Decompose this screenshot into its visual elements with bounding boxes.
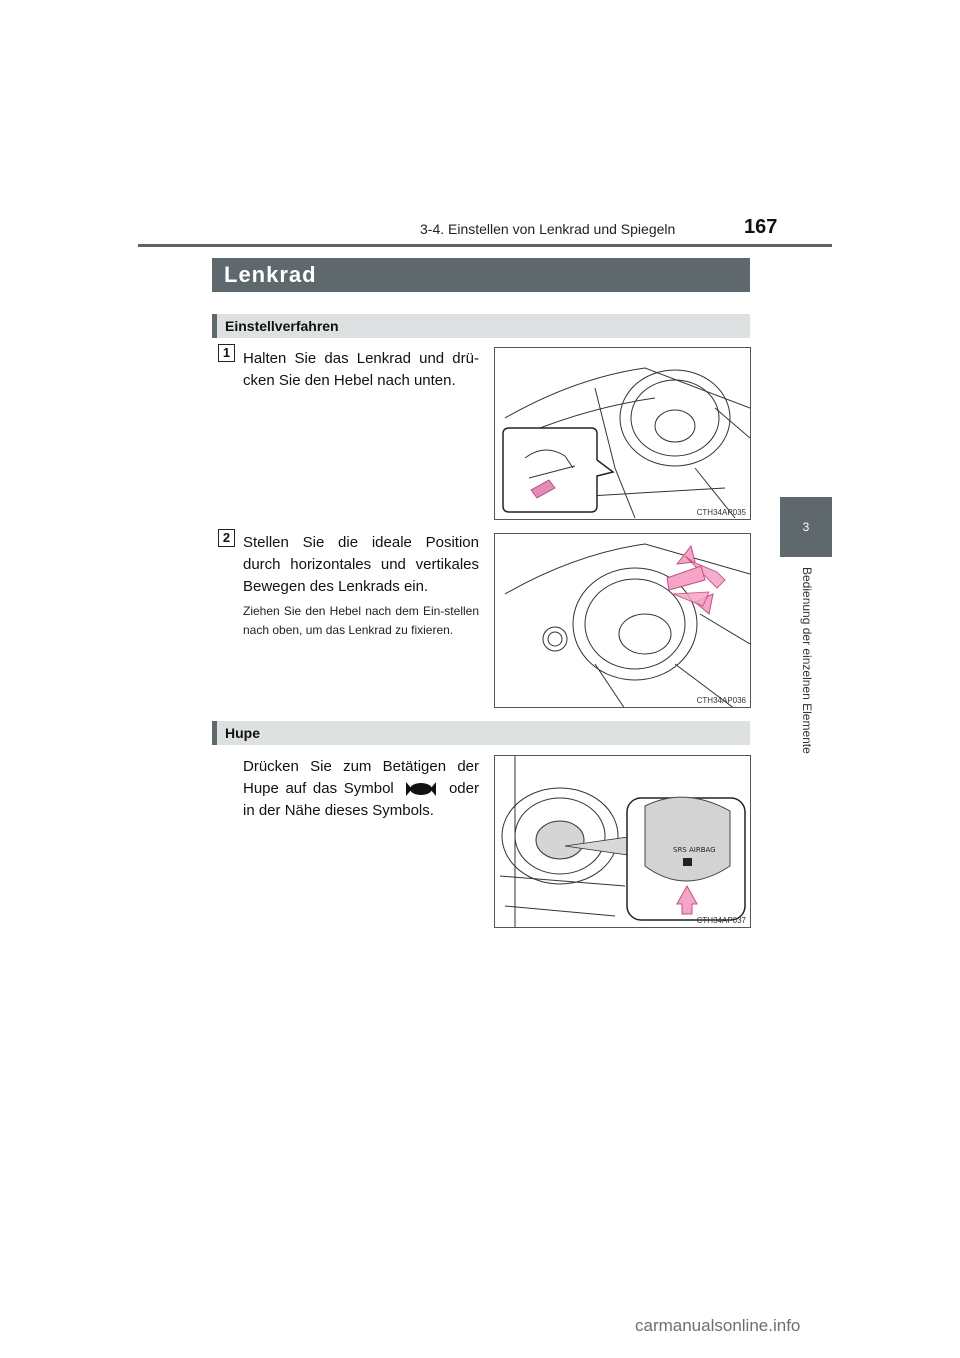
figure-horn [494, 755, 751, 928]
header-divider [138, 244, 832, 247]
step-number-2: 2 [218, 529, 235, 547]
steering-lever-illustration [495, 348, 751, 520]
chapter-tab: 3 [780, 497, 832, 557]
section-heading-einstellverfahren: Einstellverfahren [212, 314, 750, 338]
page-number: 167 [744, 216, 778, 238]
step-number-1: 1 [218, 344, 235, 362]
figure-code-1: CTH34AP035 [696, 508, 746, 517]
figure-steering-lever [494, 347, 751, 520]
step-2-note: Ziehen Sie den Hebel nach dem Ein-stellen nach oben, um das Lenkrad zu fixieren. [243, 604, 479, 637]
chapter-title-vertical: Bedienung der einzelnen Elemente [800, 567, 814, 754]
horn-icon [400, 780, 442, 798]
horn-instruction [243, 756, 479, 822]
figure-code-3: CTH34AP037 [696, 916, 746, 925]
watermark: carmanualsonline.info [635, 1316, 801, 1335]
steering-adjust-illustration [495, 534, 751, 708]
header-section-title: 3-4. Einstellen von Lenkrad und Spiegeln [420, 221, 676, 237]
horn-illustration [495, 756, 751, 928]
horn-text-before: Drücken Sie zum Betätigen der Hupe auf das Symbol [243, 758, 479, 797]
horn-text-after: oder in der Nähe dieses Symbols. [243, 780, 479, 819]
figure-code-2: CTH34AP036 [696, 696, 746, 705]
page-title: Lenkrad [212, 258, 750, 292]
step-1-text: Halten Sie das Lenkrad und drü-cken Sie den Hebel nach unten. [243, 350, 479, 389]
step-2-text: Stellen Sie die ideale Position durch horizontales und vertikales Bewegen des Lenkrads ein. [243, 534, 479, 595]
airbag-label: SRS AIRBAG [673, 846, 716, 854]
figure-steering-adjust [494, 533, 751, 708]
section-heading-hupe: Hupe [212, 721, 750, 745]
